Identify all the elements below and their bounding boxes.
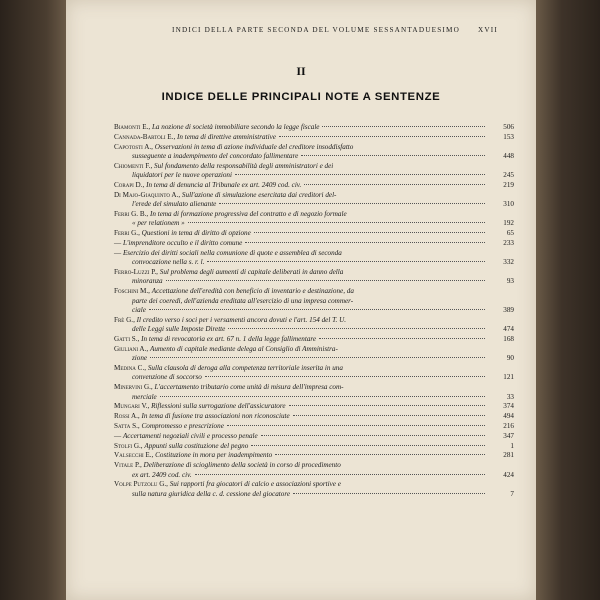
index-entry	[114, 422, 514, 431]
entry-title-text: Riflessioni sulla surrogazione dell'assicuratore	[151, 402, 286, 411]
index-entry-line	[114, 191, 514, 200]
entry-page-number: 7	[510, 489, 514, 498]
entry-title-text: In tema di revocatoria ex art. 67 n. 1 della legge fallimentare	[141, 335, 317, 344]
dot-leader	[322, 125, 485, 127]
index-entry-line	[114, 229, 514, 238]
entry-title-text: Sull'azione di simulazione esercitata dai creditori del-	[181, 190, 337, 199]
entry-page-number: 332	[503, 258, 514, 267]
index-entry-line	[114, 432, 514, 441]
entry-title-text: In tema di direttive amministrative	[177, 132, 276, 141]
entry-author: Gatti S.,	[114, 335, 140, 344]
index-entry-line	[114, 297, 514, 306]
entry-page-number: 121	[503, 373, 514, 382]
entry-page-number: 65	[506, 229, 514, 238]
dot-leader	[245, 241, 485, 243]
index-entry-line	[114, 258, 514, 267]
entry-page-number: 424	[503, 470, 514, 479]
entry-author: Stolfi G.,	[114, 441, 143, 450]
entry-page-number: 219	[503, 181, 514, 189]
dot-leader	[293, 492, 485, 494]
dot-leader	[227, 424, 485, 426]
entry-author: Minervini G.,	[114, 383, 153, 392]
dot-leader	[166, 279, 485, 281]
index-entry	[114, 316, 514, 335]
entry-page-number: 494	[503, 412, 514, 421]
entry-title-text: Aumento di capitale mediante delega al Consiglio di Amministra-	[149, 344, 338, 353]
entry-author: Biamonti E.,	[114, 123, 151, 131]
book-binding-left	[0, 0, 66, 600]
entry-author: Volpe Putzolu G.,	[114, 480, 168, 489]
index-entry-line	[114, 373, 514, 382]
index-entry	[114, 287, 514, 315]
entry-title-text: In tema di formazione progressiva del contratto e di negozio formale	[150, 210, 347, 218]
entry-title-text: convenzione di soccorso	[132, 373, 202, 382]
entry-page-number: 168	[503, 335, 514, 344]
index-entry-line	[114, 325, 514, 334]
dot-leader	[150, 356, 485, 358]
entry-page-number: 474	[503, 325, 514, 334]
entry-author: Mungari V.,	[114, 402, 150, 411]
entry-page-number: 33	[506, 392, 514, 401]
entry-title-text: ex art. 2409 cod. civ.	[132, 470, 192, 479]
index-entry-line	[114, 268, 514, 277]
index-entry	[114, 364, 514, 383]
entry-title-text: liquidatori per le nuove operazioni	[132, 171, 232, 180]
dot-leader	[261, 434, 485, 436]
entry-author: Ferro-Luzzi P.,	[114, 268, 158, 276]
dot-leader	[301, 154, 485, 156]
entry-title-text: Costituzione in mora per inadempimento	[155, 451, 273, 460]
index-entry-line	[114, 335, 514, 344]
index-entry	[114, 451, 514, 460]
entry-page-number: 93	[506, 277, 514, 286]
index-entry-line	[114, 152, 514, 161]
dot-leader	[195, 473, 485, 475]
entry-title-text: Il credito verso i soci per i versamenti ancora dovuti e l'art. 154 del T. U.	[136, 315, 347, 324]
entry-author: Ferri G. B.,	[114, 210, 149, 218]
entry-title-text: La nozione di società immobiliare secondo la legge fiscale	[151, 123, 320, 131]
dot-leader	[304, 183, 485, 185]
entry-page-number: 448	[503, 152, 514, 160]
entry-title-text: In tema di denuncia al Tribunale ex art. 2409 cod. civ.	[146, 181, 302, 189]
dot-leader	[228, 327, 485, 329]
dot-leader	[275, 453, 485, 455]
entry-title-text: In tema di fusione tra associazioni non riconosciute	[141, 412, 290, 421]
index-entry-line	[114, 306, 514, 315]
index-entry	[114, 239, 514, 248]
entry-page-number: 192	[503, 219, 514, 228]
entry-title-text: Questioni in tema di diritto di opzione	[141, 229, 251, 238]
dot-leader	[254, 231, 485, 233]
dot-leader	[279, 135, 485, 137]
index-entry	[114, 268, 514, 287]
entry-title-text: Sulla clausola di deroga alla competenza territoriale inserita in una	[147, 364, 343, 373]
entry-author: —	[114, 431, 122, 440]
entry-author: Medina C.,	[114, 364, 147, 373]
dot-leader	[251, 444, 485, 446]
index-entry-line	[114, 480, 514, 489]
index-entry-line	[114, 490, 514, 499]
entry-author: Corapi D.,	[114, 181, 145, 189]
index-entry	[114, 191, 514, 210]
entry-page-number: 216	[503, 422, 514, 431]
entry-title-text: merciale	[132, 392, 157, 401]
entry-author: Valsecchi E.,	[114, 451, 154, 460]
index-entry-line	[114, 364, 514, 373]
dot-leader	[149, 308, 485, 310]
entry-title-text: « per relationem »	[132, 219, 185, 228]
index-entry	[114, 345, 514, 364]
dot-leader	[188, 221, 485, 223]
index-entry-line	[114, 123, 514, 132]
section-number: II	[296, 64, 306, 78]
index-entry-line	[114, 402, 514, 411]
index-entry	[114, 432, 514, 441]
dot-leader	[219, 202, 485, 204]
entry-title-text: Sul problema degli aumenti di capitale deliberati in danno della	[159, 268, 344, 276]
index-entry-line	[114, 181, 514, 190]
entry-title-text: Esercizio dei diritti sociali nella comunione di quote e assemblea di seconda	[122, 248, 342, 257]
index-entry	[114, 123, 514, 132]
index-entry-line	[114, 461, 514, 470]
dot-leader	[293, 414, 485, 416]
index-entry	[114, 181, 514, 190]
entry-title-text: sulla natura giuridica della c. d. cessione del giocatore	[132, 489, 290, 498]
entry-title-text: Accettazione dell'eredità con beneficio di inventario e destinazione, da	[151, 287, 354, 296]
entry-title-text: delle Leggi sulle Imposte Dirette	[132, 325, 226, 334]
entry-title-text: L'accertamento tributario come unità di misura dell'impresa com-	[154, 383, 344, 392]
entry-title-text: ciale	[132, 306, 146, 315]
dot-leader	[289, 404, 485, 406]
entry-author: Foschini M.,	[114, 287, 150, 296]
index-entry-line	[114, 133, 514, 142]
index-entry-line	[114, 354, 514, 363]
book-binding-right	[536, 0, 600, 600]
entry-page-number: 1	[510, 441, 514, 450]
entry-title-text: parte dei coeredi, dell'azienda ereditata all'esercizio di una impresa commer-	[132, 296, 354, 305]
entry-author: Frè G.,	[114, 315, 135, 324]
index-entry-line	[114, 471, 514, 480]
index-entry	[114, 442, 514, 451]
entry-title-text: L'imprenditore occulto e il diritto comune	[122, 239, 243, 247]
entry-author: Di Majo-Giaquinto A.,	[114, 190, 181, 199]
entry-page-number: 506	[503, 123, 514, 131]
index-entry-line	[114, 451, 514, 460]
index-entry-line	[114, 383, 514, 392]
section-title: INDICE DELLE PRINCIPALI NOTE A SENTENZE	[161, 91, 441, 103]
index-entry-line	[114, 393, 514, 402]
entry-title-text: zione	[132, 354, 148, 363]
index-entry-line	[114, 422, 514, 431]
entry-title-text: susseguente a inadempimento del concordato fallimentare	[132, 152, 299, 160]
entry-author: Chiomenti F.,	[114, 161, 153, 170]
running-header	[154, 26, 498, 34]
index-list	[114, 123, 514, 500]
index-entry	[114, 412, 514, 421]
entry-author: Giuliani A.,	[114, 344, 149, 353]
entry-page-number: 245	[503, 171, 514, 180]
entry-page-number: 389	[503, 306, 514, 315]
entry-author: Capotosti A.,	[114, 142, 153, 151]
index-entry-line	[114, 219, 514, 228]
entry-title-text: Sul fondamento della responsabilità degli amministratori e dei	[154, 161, 334, 170]
index-entry	[114, 480, 514, 499]
index-entry-line	[114, 239, 514, 248]
index-entry	[114, 461, 514, 480]
entry-title-text: convocazione nella s. r. l.	[132, 258, 205, 267]
entry-author: —	[114, 239, 122, 247]
index-entry-line	[114, 162, 514, 171]
index-entry	[114, 249, 514, 268]
entry-title-text: minoranza	[132, 277, 163, 286]
running-header-page-number: XVII	[478, 26, 498, 34]
dot-leader	[160, 395, 485, 397]
entry-author: —	[114, 248, 122, 257]
index-entry-line	[114, 249, 514, 258]
index-entry	[114, 402, 514, 411]
entry-author: Cannada-Bartoli E.,	[114, 132, 176, 141]
index-entry	[114, 229, 514, 238]
entry-page-number: 310	[503, 200, 514, 209]
entry-author: Satta S.,	[114, 422, 140, 431]
index-entry	[114, 210, 514, 229]
entry-page-number: 153	[503, 132, 514, 141]
entry-page-number: 233	[503, 239, 514, 247]
index-entry-line	[114, 345, 514, 354]
entry-title-text: Sui rapporti fra giocatori di calcio e associazioni sportive e	[169, 480, 341, 489]
entry-title-text: Osservazioni in tema di azione individuale del creditore insoddisfatto	[154, 142, 354, 151]
entry-author: Vitale P.,	[114, 461, 142, 470]
entry-title-text: Accertamenti negoziali civili e processo penale	[122, 431, 258, 440]
entry-author: Ferri G.,	[114, 229, 140, 238]
entry-page-number: 90	[506, 354, 514, 363]
entry-author: Rossi A.,	[114, 412, 140, 421]
index-entry-line	[114, 210, 514, 219]
index-entry-line	[114, 316, 514, 325]
running-header-title: INDICI DELLA PARTE SECONDA DEL VOLUME SESSANTADUESIMO	[172, 26, 460, 34]
index-entry-line	[114, 412, 514, 421]
entry-page-number: 281	[503, 451, 514, 460]
dot-leader	[319, 337, 485, 339]
index-entry-line	[114, 200, 514, 209]
index-entry	[114, 162, 514, 181]
document-page	[66, 0, 536, 600]
entry-title-text: Appunti sulla costituzione del pegno	[144, 441, 249, 450]
index-entry-line	[114, 171, 514, 180]
entry-page-number: 374	[503, 402, 514, 411]
dot-leader	[235, 173, 485, 175]
dot-leader	[207, 260, 485, 262]
index-entry	[114, 335, 514, 344]
index-entry	[114, 143, 514, 162]
entry-page-number: 347	[503, 431, 514, 440]
index-entry-line	[114, 287, 514, 296]
index-entry	[114, 383, 514, 402]
index-entry	[114, 133, 514, 142]
index-entry-line	[114, 442, 514, 451]
dot-leader	[205, 375, 485, 377]
entry-title-text: Deliberazione di scioglimento della società in corso di procedimento	[143, 461, 341, 470]
entry-title-text: Compromesso e prescrizione	[141, 422, 224, 431]
index-entry-line	[114, 143, 514, 152]
index-entry-line	[114, 277, 514, 286]
entry-title-text: l'erede del simulato alienante	[132, 200, 217, 209]
